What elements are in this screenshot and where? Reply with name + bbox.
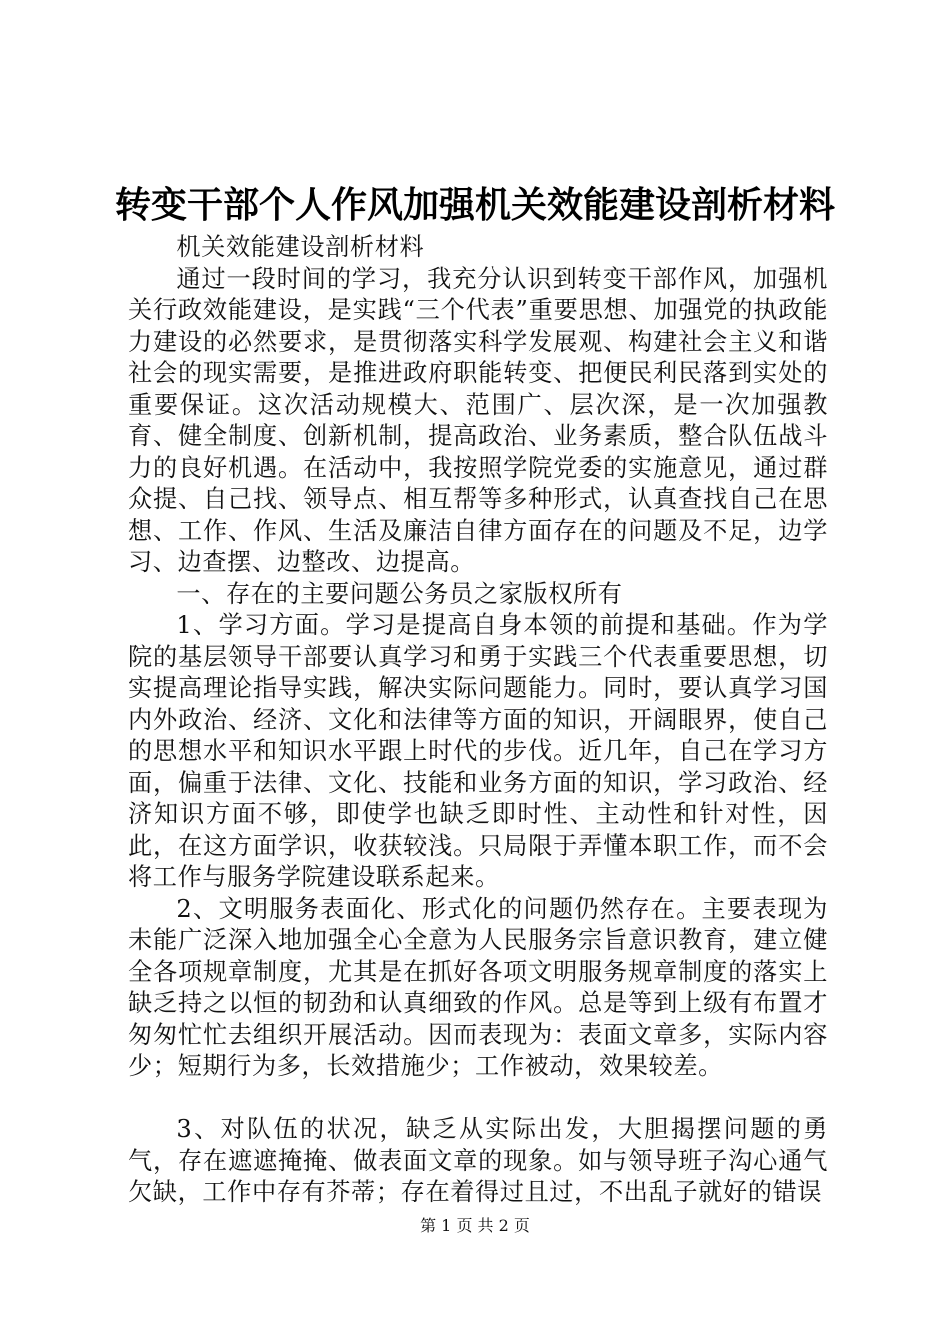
document-title: 转变干部个人作风加强机关效能建设剖析材料 — [114, 184, 835, 226]
page-number-footer: 第 1 页 共 2 页 — [420, 1216, 530, 1235]
paragraph-intro: 通过一段时间的学习，我充分认识到转变干部作风，加强机关行政效能建设，是实践“三个代表”重要思想、加强党的执政能力建设的必然要求，是贯彻落实科学发展观、构建社会主义和谐社会的现实需要，是推进政府职能转变、把便民利民落到实处的重要保证。这次活动规模大、范围广、层次深，是一次加强教育、健全制度、创新机制，提高政治、业务素质，整合队伍战斗力的良好机遇。在活动中，我按照学院党委的实施意见，通过群众提、自己找、领导点、相互帮等多种形式，认真查找自己在思想、工作、作风、生活及廉洁自律方面存在的问题及不足，边学习、边查摆、边整改、边提高。 — [128, 264, 828, 576]
paragraph-subtitle: 机关效能建设剖析材料 — [176, 233, 425, 261]
section-heading-problems: 一、存在的主要问题公务员之家版权所有 — [176, 579, 623, 608]
paragraph-team-status: 3、对队伍的状况，缺乏从实际出发，大胆揭摆问题的勇气，存在遮遮掩掩、做表面文章的现象。如与领导班子沟心通气欠缺，工作中存有芥蒂；存在着得过且过，不出乱子就好的错误 — [128, 1115, 828, 1206]
document-body — [128, 232, 828, 1209]
paragraph-learning: 1、学习方面。学习是提高自身本领的前提和基础。作为学院的基层领导干部要认真学习和勇于实践三个代表重要思想，切实提高理论指导实践，解决实际问题能力。同时，要认真学习国内外政治、经济、文化和法律等方面的知识，开阔眼界，使自己的思想水平和知识水平跟上时代的步伐。近几年，自己在学习方面，偏重于法律、文化、技能和业务方面的知识，学习政治、经济知识方面不够，即使学也缺乏即时性、主动性和针对性，因此，在这方面学识，收获较浅。只局限于弄懂本职工作，而不会将工作与服务学院建设联系起来。 — [128, 611, 828, 891]
paragraph-civil-service: 2、文明服务表面化、形式化的问题仍然存在。主要表现为未能广泛深入地加强全心全意为人民服务宗旨意识教育，建立健全各项规章制度，尤其是在抓好各项文明服务规章制度的落实上缺乏持之以恒的韧劲和认真细致的作风。总是等到上级有布置才匆匆忙忙去组织开展活动。因而表现为：表面文章多，实际内容少；短期行为多，长效措施少；工作被动，效果较差。 — [128, 894, 828, 1080]
